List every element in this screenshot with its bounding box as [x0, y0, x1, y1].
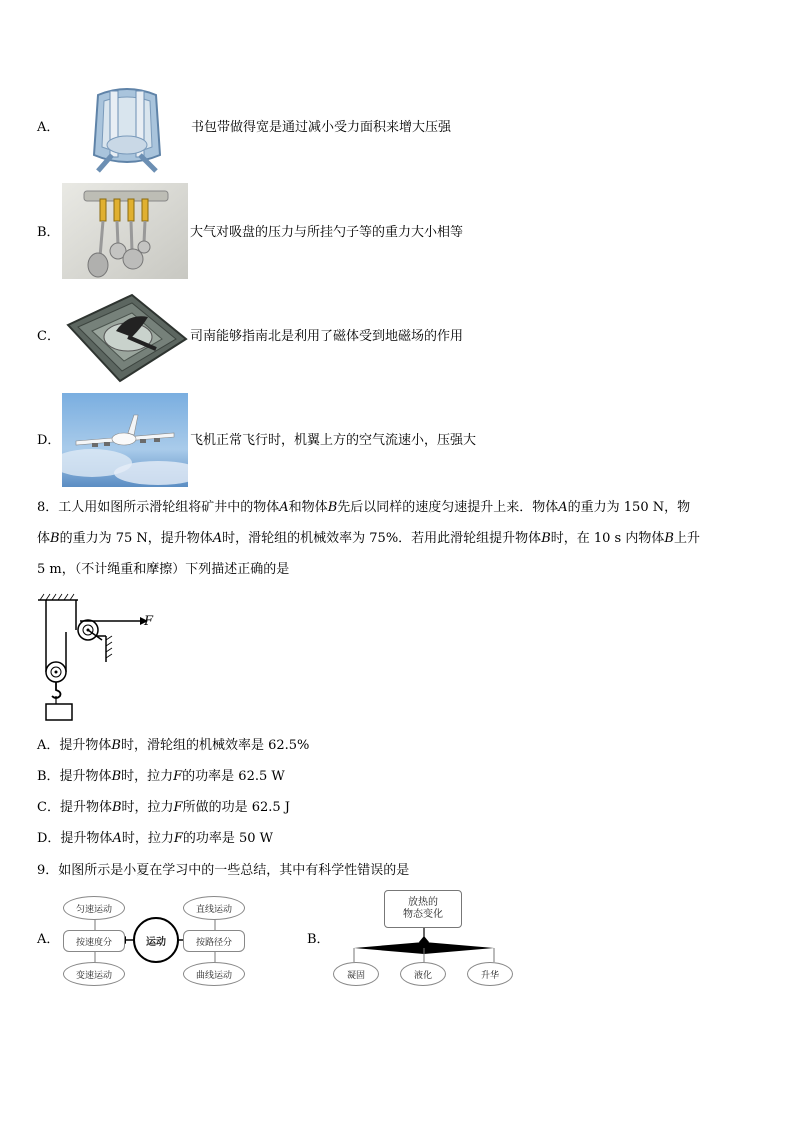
q8-option-a: A．提升物体B时，滑轮组的机械效率是 62.5% [37, 738, 310, 753]
node-variable-motion: 变速运动 [63, 962, 125, 986]
q8-line1: 8．工人用如图所示滑轮组将矿井中的物体A和物体B先后以同样的速度匀速提升上来．物体A的重力为 150 N，物 [37, 500, 691, 515]
option-a-text: 书包带做得宽是通过减小受力面积来增大压强 [191, 120, 452, 135]
node-sublimation: 升华 [467, 962, 513, 986]
q9-stem: 9．如图所示是小夏在学习中的一些总结，其中有科学性错误的是 [37, 863, 410, 878]
node-solidification: 凝固 [333, 962, 379, 986]
option-c-text: 司南能够指南北是利用了磁体受到地磁场的作用 [190, 329, 464, 344]
q8-option-d: D．提升物体A时，拉力F的功率是 50 W [37, 831, 274, 846]
backpack-image [82, 85, 172, 173]
option-b-letter: B． [37, 225, 60, 240]
node-by-path: 按路径分 [183, 930, 245, 952]
option-d-letter: D． [37, 433, 61, 448]
node-exothermic-change [384, 890, 462, 928]
force-label-f: F [144, 614, 154, 629]
q9-option-a-letter: A． [37, 932, 60, 947]
q8-option-b: B．提升物体B时，拉力F的功率是 62.5 W [37, 769, 285, 784]
option-b-text: 大气对吸盘的压力与所挂勺子等的重力大小相等 [190, 225, 464, 240]
node-uniform-motion: 匀速运动 [63, 896, 125, 920]
pulley-system-figure [36, 592, 166, 724]
q8-line3: 5 m，（不计绳重和摩擦）下列描述正确的是 [37, 562, 290, 577]
q8-line2: 体B的重力为 75 N，提升物体A时，滑轮组的机械效率为 75%．若用此滑轮组提升物体B时，在 10 s 内物体B上升 [37, 531, 700, 546]
node-linear-motion: 直线运动 [183, 896, 245, 920]
node-motion-center: 运动 [133, 917, 179, 963]
option-c-letter: C． [37, 329, 60, 344]
q8-option-c: C．提升物体B时，拉力F所做的功是 62.5 J [37, 800, 290, 815]
node-liquefaction: 液化 [400, 962, 446, 986]
node-curvilinear-motion: 曲线运动 [183, 962, 245, 986]
option-a-letter: A． [37, 120, 60, 135]
q9-option-b-letter: B． [307, 932, 330, 947]
option-d-text: 飞机正常飞行时，机翼上方的空气流速小，压强大 [190, 433, 477, 448]
sinan-compass-image [62, 291, 188, 383]
node-by-speed: 按速度分 [63, 930, 125, 952]
node-exothermic-change-text: 放热的 物态变化 [403, 897, 443, 920]
ladles-on-suction-hook-image [62, 183, 188, 279]
airplane-image [62, 393, 188, 487]
